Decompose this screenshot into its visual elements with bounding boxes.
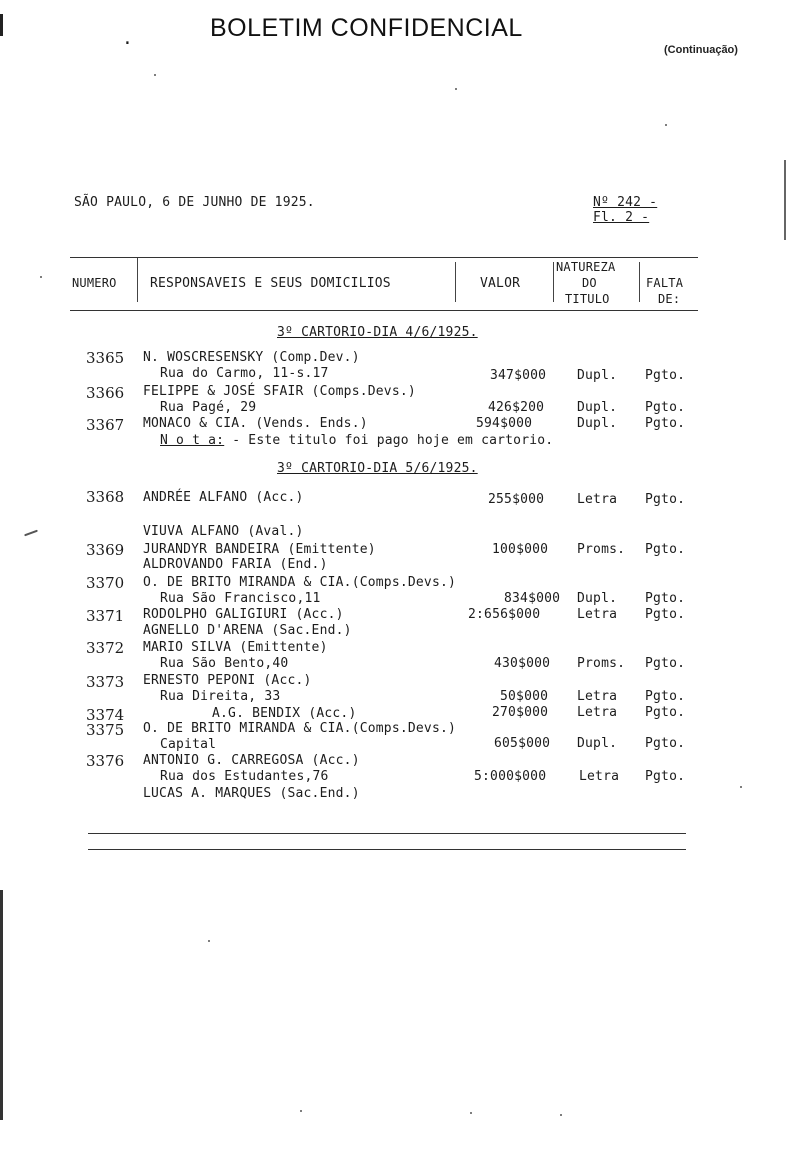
entry-falta: Pgto.	[645, 368, 686, 383]
scan-edge-mark	[0, 14, 3, 36]
entry-falta: Pgto.	[645, 400, 686, 415]
scan-speck	[560, 1114, 562, 1116]
place-date: SÃO PAULO, 6 DE JUNHO DE 1925.	[74, 195, 315, 210]
entry-number: 3372	[86, 639, 125, 657]
entry-natureza: Letra	[579, 769, 620, 784]
scan-speck	[740, 786, 742, 788]
scan-speck	[300, 1110, 302, 1112]
entry-falta: Pgto.	[645, 656, 686, 671]
col-header-numero: NUMERO	[72, 276, 117, 290]
entry-address: Rua dos Estudantes,76	[160, 769, 329, 784]
entry-falta: Pgto.	[645, 591, 686, 606]
entry-valor: 426$200	[488, 400, 545, 415]
entry-address: Rua Direita, 33	[160, 689, 281, 704]
entry-number: 3373	[86, 673, 125, 691]
closing-rule-2	[88, 849, 686, 850]
entry-valor: 270$000	[492, 705, 549, 720]
header-bottom-rule	[70, 310, 698, 311]
continuation-label: (Continuação)	[664, 44, 738, 56]
scan-speck	[40, 276, 42, 278]
entry-number: 3375	[86, 721, 125, 739]
stray-dot-mark: .	[122, 28, 133, 49]
entry-natureza: Dupl.	[577, 368, 618, 383]
scan-speck	[208, 940, 210, 942]
entry-address: Rua São Bento,40	[160, 656, 289, 671]
entry-endorser: ALDROVANDO FARIA (End.)	[143, 557, 328, 572]
sheet-number: Fl. 2 -	[593, 210, 650, 225]
entry-valor: 430$000	[494, 656, 551, 671]
entry-number: 3369	[86, 541, 125, 559]
entry-natureza: Letra	[577, 607, 618, 622]
col-divider-3	[553, 262, 554, 302]
scan-speck	[24, 530, 38, 537]
col-header-valor: VALOR	[480, 276, 521, 291]
entry-number: 3365	[86, 349, 125, 367]
header-top-rule	[70, 257, 698, 258]
scan-speck	[665, 124, 667, 126]
entry-valor: 2:656$000	[468, 607, 541, 622]
entry-natureza: Dupl.	[577, 400, 618, 415]
col-divider-4	[639, 262, 640, 302]
entry-name: N. WOSCRESENSKY (Comp.Dev.)	[143, 350, 360, 365]
entry-falta: Pgto.	[645, 769, 686, 784]
entry-name: ANDRÉE ALFANO (Acc.)	[143, 490, 304, 505]
entry-name: MONACO & CIA. (Vends. Ends.)	[143, 416, 368, 431]
entry-name: A.G. BENDIX (Acc.)	[212, 706, 357, 721]
entry-name: O. DE BRITO MIRANDA & CIA.(Comps.Devs.)	[143, 575, 457, 590]
entry-falta: Pgto.	[645, 416, 686, 431]
entry-name: RODOLPHO GALIGIURI (Acc.)	[143, 607, 344, 622]
col-header-do: DO	[582, 276, 597, 290]
entry-falta: Pgto.	[645, 542, 686, 557]
entry-natureza: Letra	[577, 689, 618, 704]
entry-valor: 50$000	[500, 689, 549, 704]
entry-natureza: Dupl.	[577, 736, 618, 751]
scan-speck	[455, 88, 457, 90]
entry-number: 3367	[86, 416, 125, 434]
section-heading: 3º CARTORIO-DIA 4/6/1925.	[277, 325, 478, 340]
entry-valor: 834$000	[504, 591, 561, 606]
entry-number: 3371	[86, 607, 125, 625]
entry-name: ERNESTO PEPONI (Acc.)	[143, 673, 312, 688]
scan-edge-mark	[0, 890, 3, 1120]
entry-name: JURANDYR BANDEIRA (Emittente)	[143, 542, 376, 557]
entry-address: Rua do Carmo, 11-s.17	[160, 366, 329, 381]
scan-edge-mark	[784, 160, 786, 240]
closing-rule-1	[88, 833, 686, 834]
entry-falta: Pgto.	[645, 492, 686, 507]
note-label: N o t a:	[160, 433, 225, 448]
scan-speck	[154, 74, 156, 76]
entry-valor: 347$000	[490, 368, 547, 383]
entry-number: 3366	[86, 384, 125, 402]
entry-natureza: Letra	[577, 705, 618, 720]
entry-valor: 605$000	[494, 736, 551, 751]
note-text: - Este titulo foi pago hoje em cartorio.	[224, 433, 554, 448]
entry-falta: Pgto.	[645, 736, 686, 751]
entry-note	[160, 433, 553, 448]
entry-endorser: VIUVA ALFANO (Aval.)	[143, 524, 304, 539]
scan-speck	[470, 1112, 472, 1114]
entry-valor: 594$000	[476, 416, 533, 431]
col-header-natureza: NATUREZA	[556, 260, 616, 274]
col-header-responsaveis: RESPONSAVEIS E SEUS DOMICILIOS	[150, 276, 391, 291]
entry-falta: Pgto.	[645, 705, 686, 720]
entry-name: MARIO SILVA (Emittente)	[143, 640, 328, 655]
entry-natureza: Dupl.	[577, 416, 618, 431]
entry-name: O. DE BRITO MIRANDA & CIA.(Comps.Devs.)	[143, 721, 457, 736]
bulletin-number: Nº 242 -	[593, 195, 658, 210]
section-heading: 3º CARTORIO-DIA 5/6/1925.	[277, 461, 478, 476]
entry-natureza: Letra	[577, 492, 618, 507]
col-divider-2	[455, 262, 456, 302]
entry-natureza: Proms.	[577, 656, 626, 671]
entry-falta: Pgto.	[645, 689, 686, 704]
entry-valor: 255$000	[488, 492, 545, 507]
entry-number: 3374	[86, 706, 125, 724]
col-header-de: DE:	[658, 292, 681, 306]
col-header-titulo: TITULO	[565, 292, 610, 306]
entry-name: FELIPPE & JOSÉ SFAIR (Comps.Devs.)	[143, 384, 416, 399]
entry-endorser: LUCAS A. MARQUES (Sac.End.)	[143, 786, 360, 801]
entry-endorser: AGNELLO D'ARENA (Sac.End.)	[143, 623, 352, 638]
entry-name: ANTONIO G. CARREGOSA (Acc.)	[143, 753, 360, 768]
col-header-falta: FALTA	[646, 276, 684, 290]
document-title: BOLETIM CONFIDENCIAL	[210, 14, 523, 42]
col-divider-1	[137, 258, 138, 302]
entry-number: 3368	[86, 488, 125, 506]
entry-address: Capital	[160, 737, 217, 752]
entry-natureza: Proms.	[577, 542, 626, 557]
entry-valor: 100$000	[492, 542, 549, 557]
entry-number: 3370	[86, 574, 125, 592]
entry-address: Rua São Francisco,11	[160, 591, 321, 606]
entry-address: Rua Pagé, 29	[160, 400, 257, 415]
entry-falta: Pgto.	[645, 607, 686, 622]
entry-number: 3376	[86, 752, 125, 770]
entry-valor: 5:000$000	[474, 769, 547, 784]
entry-natureza: Dupl.	[577, 591, 618, 606]
